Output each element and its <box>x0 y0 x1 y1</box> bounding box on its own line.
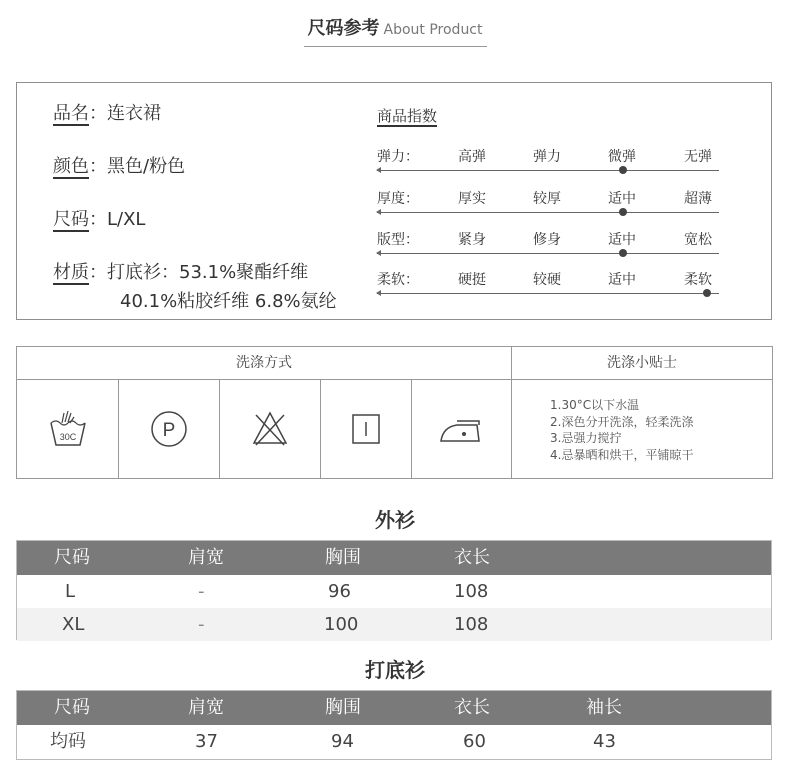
wash-tip: 4.忌暴晒和烘干，平铺晾干 <box>550 447 694 462</box>
product-row-name <box>53 99 161 125</box>
index-label: 厚度： <box>377 191 419 207</box>
index-option: 微弹 <box>608 149 636 165</box>
table-header-cell: 尺码 <box>54 697 90 718</box>
table-cell: 100 <box>324 614 359 635</box>
index-option: 弹力 <box>533 149 561 165</box>
table-header-cell: 衣长 <box>454 697 490 718</box>
index-scale-line <box>377 253 719 254</box>
index-marker-dot <box>619 166 627 174</box>
table-cell: 94 <box>331 731 354 752</box>
product-info-box <box>16 82 772 320</box>
index-label: 弹力： <box>377 149 419 165</box>
product-row-size <box>53 205 145 231</box>
wash-cell-iron <box>412 380 512 478</box>
product-value: 连衣裙 <box>107 103 161 124</box>
iron-low-icon <box>437 409 487 449</box>
wash-table <box>16 346 773 479</box>
index-option: 硬挺 <box>458 272 486 288</box>
table-cell: - <box>198 614 205 635</box>
product-sep: ： <box>89 103 107 124</box>
index-row-elasticity <box>377 146 719 176</box>
table-row <box>17 575 771 608</box>
table-cell: 108 <box>454 614 489 635</box>
dry-clean-p-icon <box>149 409 189 449</box>
table-cell: 37 <box>195 731 218 752</box>
index-option: 高弹 <box>458 149 486 165</box>
product-value: 黑色/粉色 <box>107 156 186 177</box>
index-option: 紧身 <box>458 232 486 248</box>
index-scale-line <box>377 212 719 213</box>
table-header-cell: 衣长 <box>454 547 490 568</box>
table-cell: L <box>65 581 76 602</box>
wash-method-header: 洗涤方式 <box>17 347 512 380</box>
table-cell: 108 <box>454 581 489 602</box>
table-header-cell: 肩宽 <box>188 547 224 568</box>
arrow-left-icon <box>376 167 381 173</box>
hand-wash-temp: 30C <box>59 432 76 442</box>
index-option: 柔软 <box>684 272 712 288</box>
do-not-bleach-icon <box>250 409 290 449</box>
hang-dry-icon <box>346 409 386 449</box>
table-row <box>17 608 771 641</box>
product-sep: ： <box>89 156 107 177</box>
page-header <box>0 14 790 47</box>
product-value: L/XL <box>107 209 146 230</box>
product-material-line2: 40.1%粘胶纤维 6.8%氨纶 <box>120 291 337 312</box>
product-row-material <box>53 258 308 284</box>
index-option: 适中 <box>608 272 636 288</box>
index-marker-dot <box>619 208 627 216</box>
wash-cell-dry <box>321 380 412 478</box>
product-sep: ： <box>89 262 107 283</box>
table-row <box>17 725 771 758</box>
product-row-color <box>53 152 185 178</box>
index-option: 厚实 <box>458 191 486 207</box>
index-option: 修身 <box>533 232 561 248</box>
index-label: 柔软： <box>377 272 419 288</box>
product-label: 颜色 <box>53 156 89 177</box>
product-sep: ： <box>89 209 107 230</box>
table-cell: 96 <box>328 581 351 602</box>
outer-title: 外衫 <box>375 508 415 532</box>
table-cell: 60 <box>463 731 486 752</box>
index-title <box>377 105 437 126</box>
hand-wash-30c-icon <box>48 409 88 449</box>
index-option: 无弹 <box>684 149 712 165</box>
table-header-cell: 胸围 <box>325 547 361 568</box>
product-label: 材质 <box>53 262 89 283</box>
index-option: 宽松 <box>684 232 712 248</box>
index-label: 版型： <box>377 232 419 248</box>
wash-cell-bleach <box>220 380 321 478</box>
index-option: 适中 <box>608 232 636 248</box>
header-title-cn: 尺码参考 <box>307 18 380 39</box>
index-row-softness <box>377 269 719 299</box>
index-option: 适中 <box>608 191 636 207</box>
index-row-thickness <box>377 188 719 218</box>
wash-tip: 2.深色分开洗涤，轻柔洗涤 <box>550 414 694 429</box>
product-value: 打底衫：53.1%聚酯纤维 <box>107 262 309 283</box>
product-label: 尺码 <box>53 209 89 230</box>
index-option: 超薄 <box>684 191 712 207</box>
index-scale-line <box>377 170 719 171</box>
table-header <box>17 541 771 575</box>
wash-tip: 3.忌强力搅拧 <box>550 431 622 445</box>
wash-tips-header: 洗涤小贴士 <box>512 347 772 380</box>
table-cell: 43 <box>593 731 616 752</box>
table-header-cell: 肩宽 <box>188 697 224 718</box>
index-option: 较厚 <box>533 191 561 207</box>
wash-tip: 1.30°C以下水温 <box>550 398 640 412</box>
table-header-cell: 袖长 <box>586 697 622 718</box>
table-header <box>17 691 771 725</box>
index-row-fit <box>377 229 719 259</box>
index-option: 较硬 <box>533 272 561 288</box>
outer-size-table <box>16 540 772 640</box>
index-scale-line <box>377 293 719 294</box>
table-cell: - <box>198 581 205 602</box>
table-cell: XL <box>62 614 85 635</box>
arrow-left-icon <box>376 290 381 296</box>
index-marker-dot <box>703 289 711 297</box>
header-title-wrap <box>304 14 487 47</box>
inner-size-table <box>16 690 772 760</box>
wash-tips <box>550 397 693 463</box>
index-marker-dot <box>619 249 627 257</box>
table-cell: 均码 <box>50 731 86 752</box>
table-header-cell: 胸围 <box>325 697 361 718</box>
index-title-text: 商品指数 <box>377 107 438 125</box>
arrow-left-icon <box>376 250 381 256</box>
inner-title: 打底衫 <box>365 658 425 682</box>
dry-clean-letter: P <box>162 420 176 441</box>
wash-cell-dryclean <box>119 380 220 478</box>
arrow-left-icon <box>376 209 381 215</box>
wash-cell-hand <box>17 380 119 478</box>
header-title-en: About Product <box>383 22 483 38</box>
table-header-cell: 尺码 <box>54 547 90 568</box>
product-label: 品名 <box>53 103 89 124</box>
